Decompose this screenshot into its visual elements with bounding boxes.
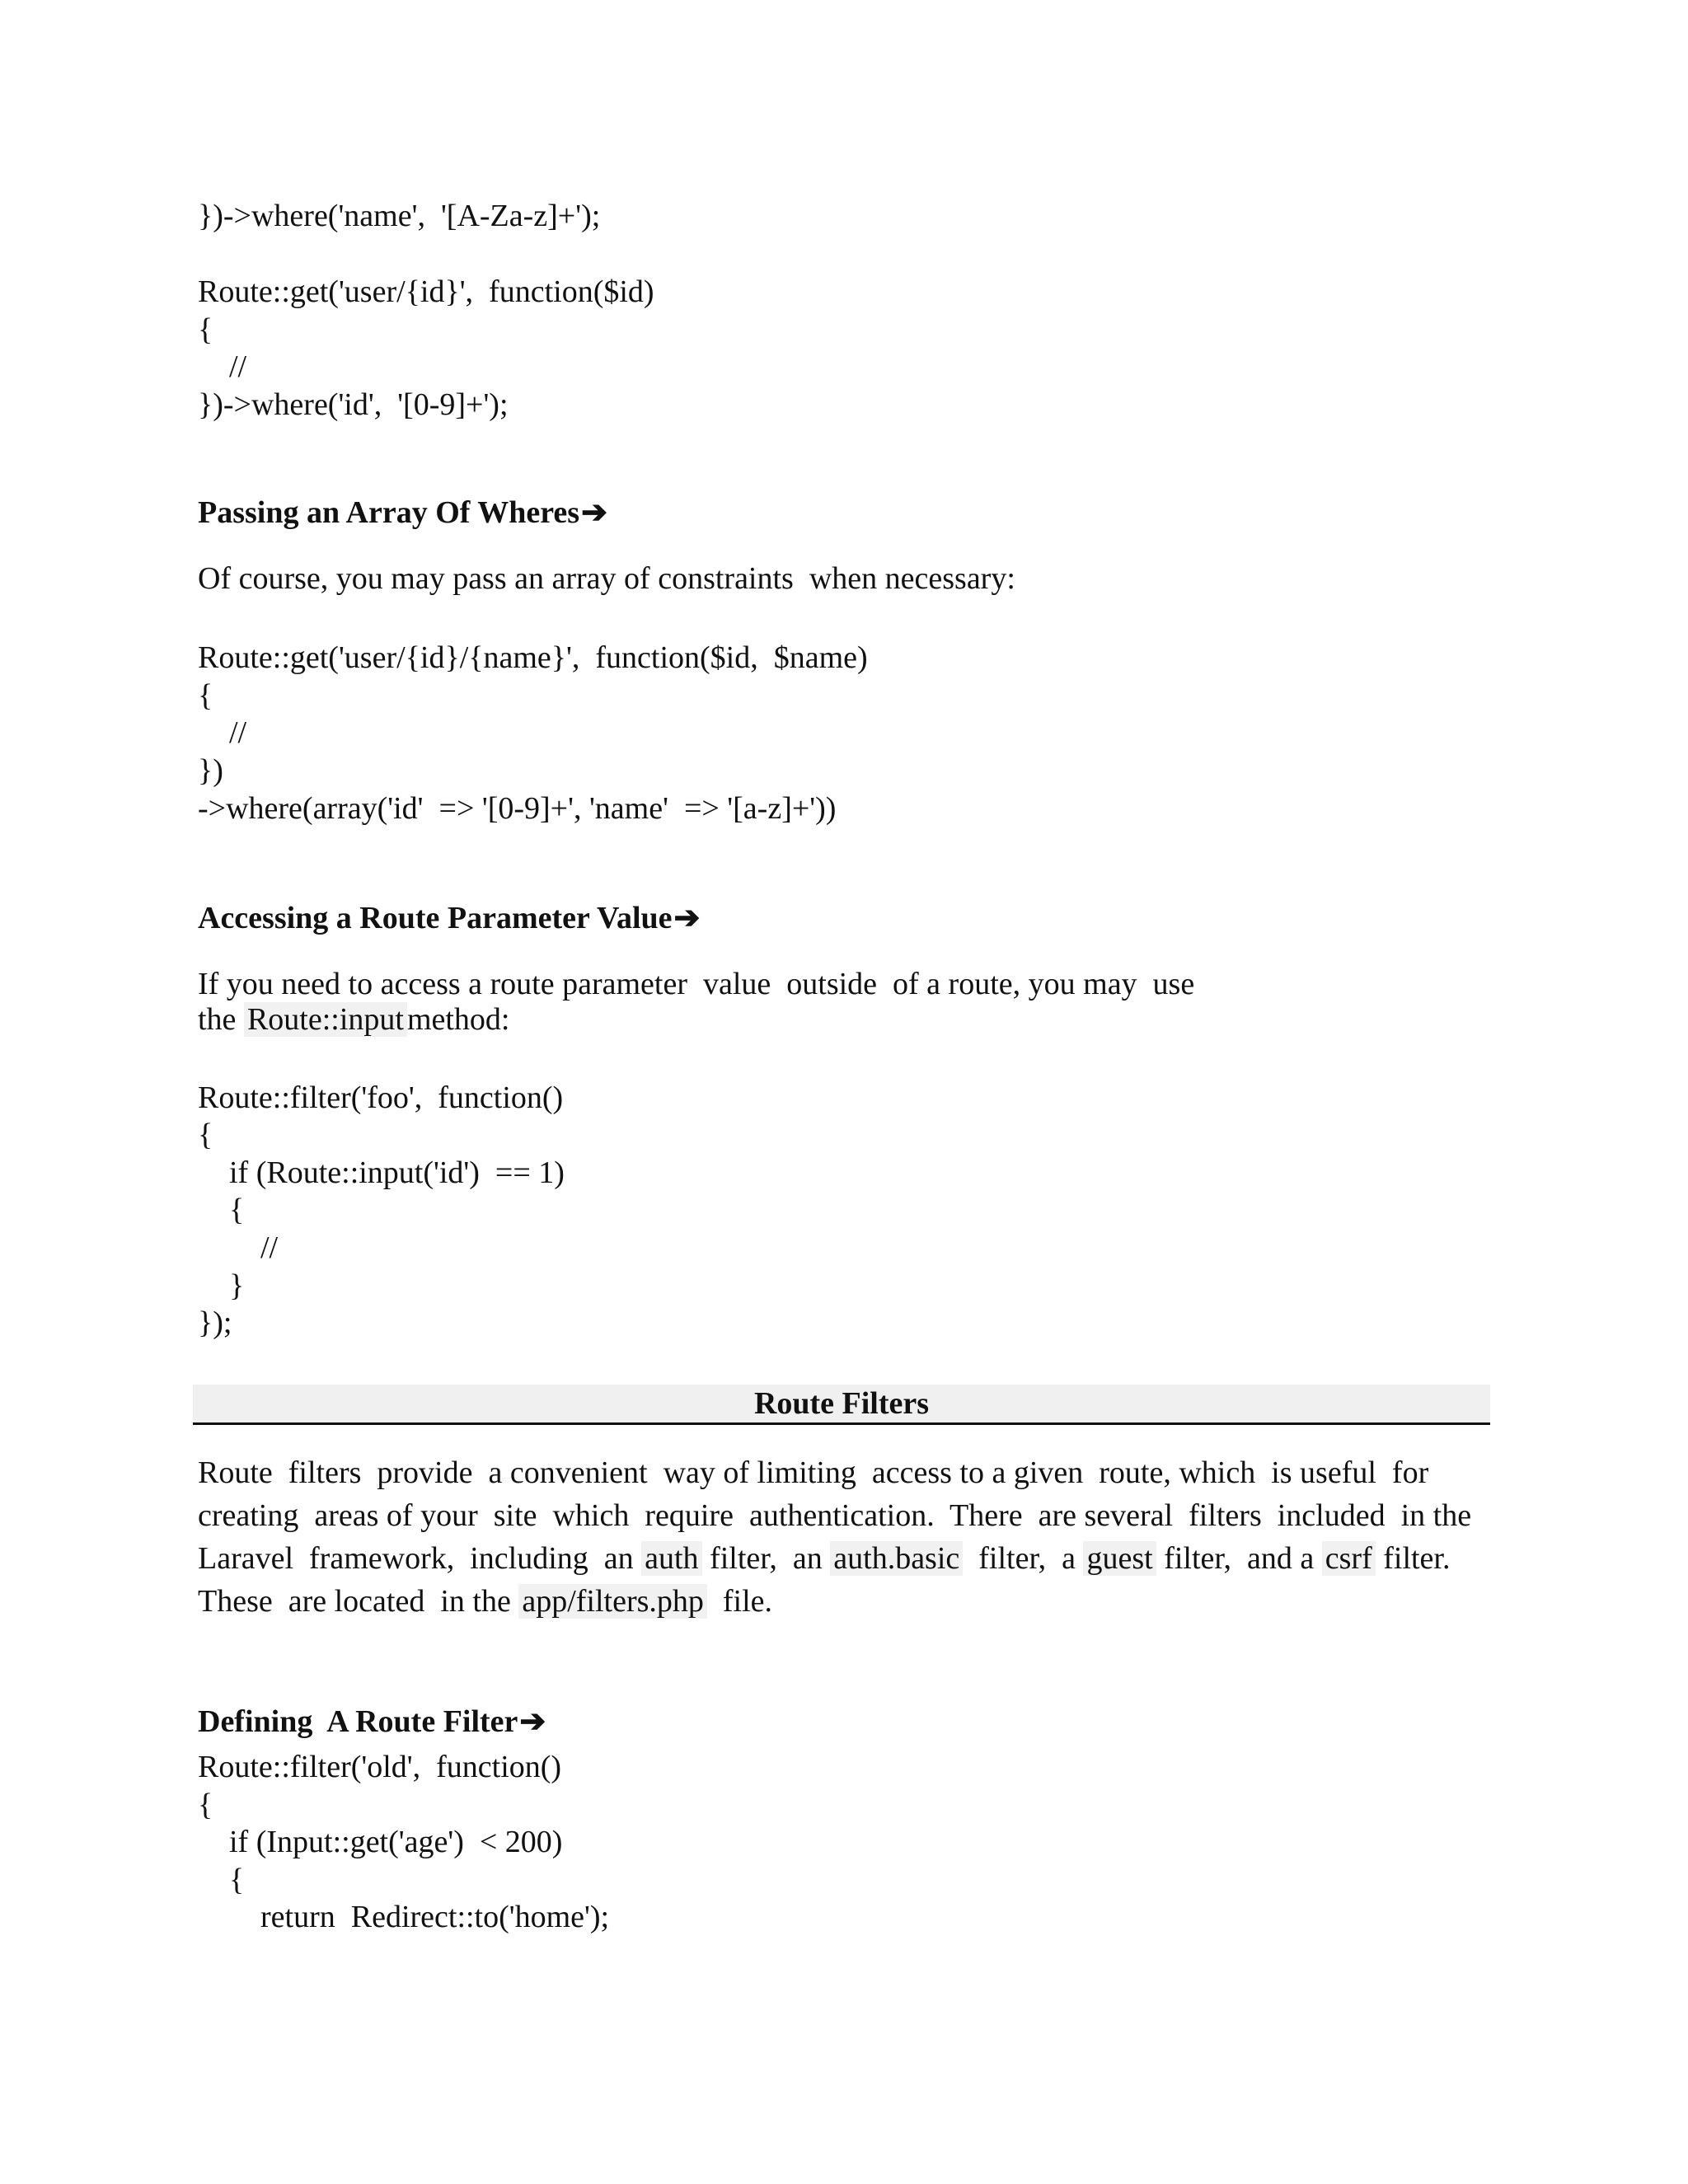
code-line: // bbox=[198, 1230, 279, 1265]
body-text: If you need to access a route parameter value outside of a route, you may use bbox=[198, 967, 1195, 1001]
inline-code: csrf bbox=[1322, 1541, 1376, 1576]
code-line: { bbox=[198, 312, 213, 347]
code-line: return Redirect::to('home'); bbox=[198, 1900, 610, 1934]
code-line: { bbox=[198, 678, 213, 713]
code-line: }); bbox=[198, 1305, 232, 1340]
code-line: // bbox=[198, 349, 247, 384]
inline-code: guest bbox=[1083, 1541, 1156, 1576]
code-line: Route::filter('old', function() bbox=[198, 1750, 562, 1784]
code-line: { bbox=[198, 1193, 245, 1227]
arrow-right-icon: ➔ bbox=[581, 495, 607, 530]
code-line: // bbox=[198, 715, 247, 750]
paragraph-line: Laravel framework, including an auth filter, an auth.basic filter, a guest filter, and a csrf filter. bbox=[198, 1541, 1451, 1576]
code-line: Route::get('user/{id}/{name}', function($id, $name) bbox=[198, 640, 868, 675]
arrow-right-icon: ➔ bbox=[673, 901, 701, 935]
body-text: the Route::input method: bbox=[198, 1002, 510, 1037]
code-line: Route::get('user/{id}', function($id) bbox=[198, 274, 654, 309]
inline-code: auth.basic bbox=[830, 1541, 963, 1576]
code-line: { bbox=[198, 1863, 245, 1897]
code-line: }) bbox=[198, 753, 223, 788]
arrow-right-icon: ➔ bbox=[519, 1704, 546, 1739]
code-line: })->where('name', '[A-Za-z]+'); bbox=[198, 199, 601, 233]
paragraph-line: Route filters provide a convenient way of limiting access to a given route, which is useful for bbox=[198, 1455, 1429, 1490]
code-line: if (Route::input('id') == 1) bbox=[198, 1155, 565, 1190]
inline-code: Route::input bbox=[244, 1002, 407, 1037]
code-line: { bbox=[198, 1788, 213, 1822]
code-line: })->where('id', '[0-9]+'); bbox=[198, 387, 509, 422]
paragraph-line: creating areas of your site which require authentication. There are several filters included in the bbox=[198, 1498, 1472, 1533]
inline-code: auth bbox=[641, 1541, 701, 1576]
code-line: ->where(array('id' => '[0-9]+', 'name' => '[a-z]+')) bbox=[198, 791, 837, 826]
section-heading-defining-filter: Defining A Route Filter➔ bbox=[198, 1704, 546, 1739]
section-heading-accessing-parameter: Accessing a Route Parameter Value➔ bbox=[198, 901, 701, 935]
code-line: Route::filter('foo', function() bbox=[198, 1080, 564, 1115]
code-line: if (Input::get('age') < 200) bbox=[198, 1825, 563, 1859]
inline-code: app/filters.php bbox=[518, 1584, 707, 1619]
paragraph-line: These are located in the app/filters.php file. bbox=[198, 1584, 773, 1619]
body-text: Of course, you may pass an array of constraints when necessary: bbox=[198, 561, 1015, 596]
code-line: { bbox=[198, 1118, 213, 1152]
code-line: } bbox=[198, 1268, 245, 1303]
section-heading-passing-array: Passing an Array Of Wheres➔ bbox=[198, 495, 607, 530]
section-banner-route-filters: Route Filters bbox=[193, 1385, 1490, 1425]
